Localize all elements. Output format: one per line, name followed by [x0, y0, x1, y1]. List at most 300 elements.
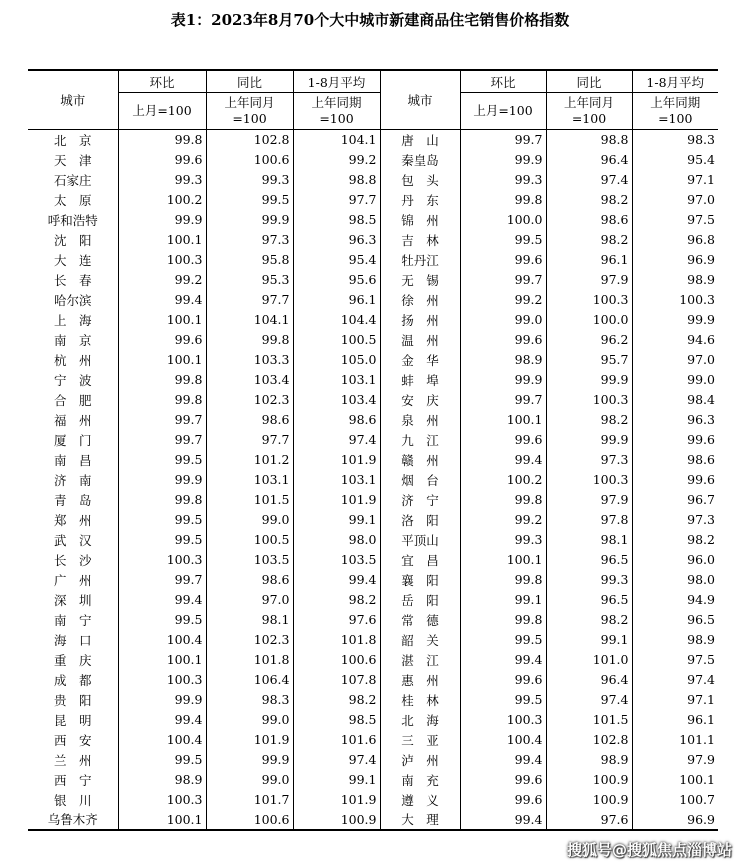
- yoy-value-right: 100.3: [546, 290, 632, 310]
- ytd-value-left: 98.0: [293, 530, 380, 550]
- table-row: [28, 330, 718, 350]
- mom-value-left: 99.4: [118, 710, 206, 730]
- mom-value-left: 100.1: [118, 310, 206, 330]
- mom-value-left: 99.5: [118, 610, 206, 630]
- mom-value-right: 99.2: [460, 290, 546, 310]
- table-row: [28, 190, 718, 210]
- yoy-value-left: 99.3: [206, 170, 293, 190]
- mom-value-right: 100.0: [460, 210, 546, 230]
- mom-value-left: 100.3: [118, 250, 206, 270]
- city-name-right: 丹 东: [380, 190, 460, 210]
- ytd-value-left: 100.9: [293, 810, 380, 830]
- header-city-left: 城市: [60, 93, 86, 108]
- table-row: [28, 250, 718, 270]
- city-name-right: 蚌 埠: [380, 370, 460, 390]
- yoy-value-left: 100.6: [206, 810, 293, 830]
- yoy-value-right: 98.2: [546, 410, 632, 430]
- ytd-value-right: 94.9: [632, 590, 718, 610]
- table-row: [28, 170, 718, 190]
- yoy-value-left: 99.9: [206, 750, 293, 770]
- yoy-value-left: 103.4: [206, 370, 293, 390]
- ytd-value-right: 99.6: [632, 470, 718, 490]
- ytd-value-left: 98.2: [293, 690, 380, 710]
- city-name-left: 宁 波: [53, 372, 92, 388]
- city-name-left: 贵 阳: [53, 692, 92, 708]
- yoy-value-left: 100.6: [206, 150, 293, 170]
- table-row: [28, 770, 718, 790]
- mom-value-right: 99.8: [460, 570, 546, 590]
- city-name-left: 杭 州: [53, 352, 92, 368]
- city-name-left: 南 京: [53, 332, 92, 348]
- ytd-value-left: 101.9: [293, 490, 380, 510]
- city-name-right: 金 华: [380, 350, 460, 370]
- city-name-right: 赣 州: [380, 450, 460, 470]
- yoy-value-left: 97.7: [206, 290, 293, 310]
- city-name-left: 青 岛: [53, 492, 92, 508]
- city-name-left: 南 昌: [53, 452, 92, 468]
- yoy-value-left: 103.1: [206, 470, 293, 490]
- table-row: [28, 150, 718, 170]
- mom-value-right: 99.4: [460, 450, 546, 470]
- city-name-right: 岳 阳: [380, 590, 460, 610]
- table-body: [28, 130, 718, 830]
- yoy-value-right: 97.4: [546, 690, 632, 710]
- city-name-left: 长 沙: [53, 552, 92, 568]
- city-name-left: 厦 门: [53, 432, 92, 448]
- ytd-value-right: 98.9: [632, 630, 718, 650]
- ytd-value-right: 97.0: [632, 350, 718, 370]
- mom-value-left: 99.7: [118, 570, 206, 590]
- table-row: [28, 730, 718, 750]
- city-name-right: 湛 江: [380, 650, 460, 670]
- ytd-value-right: 97.1: [632, 690, 718, 710]
- city-name-right: 南 充: [380, 770, 460, 790]
- yoy-value-left: 99.0: [206, 510, 293, 530]
- yoy-value-right: 100.3: [546, 390, 632, 410]
- city-name-left: 上 海: [53, 312, 92, 328]
- yoy-value-right: 99.9: [546, 370, 632, 390]
- table-row: [28, 430, 718, 450]
- city-name-left: 重 庆: [53, 652, 92, 668]
- ytd-value-right: 97.4: [632, 670, 718, 690]
- mom-value-right: 99.6: [460, 790, 546, 810]
- table-row: [28, 490, 718, 510]
- yoy-value-left: 97.7: [206, 430, 293, 450]
- city-name-right: 唐 山: [380, 130, 460, 150]
- yoy-value-left: 98.1: [206, 610, 293, 630]
- yoy-value-left: 102.3: [206, 630, 293, 650]
- ytd-value-left: 99.4: [293, 570, 380, 590]
- header-mom-base-left: 上月=100: [118, 93, 206, 130]
- table-row: [28, 370, 718, 390]
- yoy-value-right: 96.4: [546, 670, 632, 690]
- city-name-left: 合 肥: [53, 392, 92, 408]
- yoy-value-right: 97.9: [546, 490, 632, 510]
- yoy-value-left: 99.5: [206, 190, 293, 210]
- header-ytd-left: 1-8月平均: [293, 70, 380, 93]
- city-name-left: 太 原: [53, 192, 92, 208]
- ytd-value-right: 99.9: [632, 310, 718, 330]
- mom-value-right: 99.5: [460, 690, 546, 710]
- table-row: [28, 710, 718, 730]
- ytd-value-right: 99.0: [632, 370, 718, 390]
- city-name-left: 海 口: [53, 632, 92, 648]
- ytd-value-right: 96.8: [632, 230, 718, 250]
- yoy-value-right: 100.0: [546, 310, 632, 330]
- mom-value-left: 99.5: [118, 530, 206, 550]
- mom-value-left: 99.2: [118, 270, 206, 290]
- ytd-value-left: 107.8: [293, 670, 380, 690]
- city-name-right: 秦皇岛: [380, 150, 460, 170]
- city-name-right: 安 庆: [380, 390, 460, 410]
- yoy-value-left: 101.2: [206, 450, 293, 470]
- table-row: [28, 570, 718, 590]
- ytd-value-right: 96.0: [632, 550, 718, 570]
- city-name-left: 乌鲁木齐: [28, 810, 118, 830]
- yoy-value-left: 103.3: [206, 350, 293, 370]
- header-yoy-left: 同比: [206, 70, 293, 93]
- yoy-value-right: 96.4: [546, 150, 632, 170]
- ytd-value-left: 96.3: [293, 230, 380, 250]
- ytd-value-left: 99.1: [293, 510, 380, 530]
- mom-value-left: 99.4: [118, 290, 206, 310]
- ytd-value-right: 96.9: [632, 810, 718, 830]
- ytd-value-right: 100.3: [632, 290, 718, 310]
- mom-value-left: 99.8: [118, 130, 206, 150]
- yoy-value-right: 99.3: [546, 570, 632, 590]
- mom-value-left: 100.4: [118, 630, 206, 650]
- ytd-value-right: 99.6: [632, 430, 718, 450]
- mom-value-right: 99.6: [460, 670, 546, 690]
- city-name-right: 襄 阳: [380, 570, 460, 590]
- city-name-right: 徐 州: [380, 290, 460, 310]
- yoy-value-right: 101.0: [546, 650, 632, 670]
- city-name-left: 福 州: [53, 412, 92, 428]
- mom-value-left: 100.3: [118, 790, 206, 810]
- mom-value-left: 99.9: [118, 690, 206, 710]
- ytd-value-right: 98.9: [632, 270, 718, 290]
- header-mom-base-right: 上月=100: [460, 93, 546, 130]
- mom-value-right: 99.5: [460, 630, 546, 650]
- table-row: [28, 470, 718, 490]
- mom-value-right: 99.9: [460, 370, 546, 390]
- table-row: [28, 610, 718, 630]
- mom-value-right: 100.2: [460, 470, 546, 490]
- ytd-value-right: 98.3: [632, 130, 718, 150]
- yoy-value-right: 102.8: [546, 730, 632, 750]
- city-name-right: 大 理: [380, 810, 460, 830]
- city-name-right: 泸 州: [380, 750, 460, 770]
- ytd-value-left: 96.1: [293, 290, 380, 310]
- ytd-value-left: 98.5: [293, 710, 380, 730]
- header-ytd-base-left: 上年同期 =100: [293, 93, 380, 130]
- mom-value-right: 99.3: [460, 530, 546, 550]
- ytd-value-left: 98.5: [293, 210, 380, 230]
- yoy-value-left: 102.3: [206, 390, 293, 410]
- mom-value-right: 99.5: [460, 230, 546, 250]
- ytd-value-left: 98.8: [293, 170, 380, 190]
- table-row: [28, 810, 718, 830]
- ytd-value-left: 97.4: [293, 750, 380, 770]
- city-name-left: 呼和浩特: [47, 212, 98, 228]
- mom-value-right: 99.8: [460, 610, 546, 630]
- yoy-value-left: 103.5: [206, 550, 293, 570]
- table-row: [28, 550, 718, 570]
- ytd-value-right: 97.9: [632, 750, 718, 770]
- mom-value-left: 100.2: [118, 190, 206, 210]
- city-name-right: 泉 州: [380, 410, 460, 430]
- yoy-value-right: 98.2: [546, 230, 632, 250]
- yoy-value-left: 98.6: [206, 570, 293, 590]
- yoy-value-right: 96.5: [546, 590, 632, 610]
- ytd-value-left: 103.1: [293, 370, 380, 390]
- mom-value-right: 100.4: [460, 730, 546, 750]
- city-name-left: 大 连: [53, 252, 92, 268]
- mom-value-right: 100.1: [460, 410, 546, 430]
- ytd-value-right: 97.5: [632, 650, 718, 670]
- mom-value-left: 99.8: [118, 490, 206, 510]
- table-row: [28, 590, 718, 610]
- ytd-value-left: 103.5: [293, 550, 380, 570]
- city-name-right: 惠 州: [380, 670, 460, 690]
- yoy-value-left: 98.3: [206, 690, 293, 710]
- table-row: [28, 630, 718, 650]
- ytd-value-left: 97.6: [293, 610, 380, 630]
- yoy-value-right: 98.2: [546, 190, 632, 210]
- mom-value-right: 99.6: [460, 430, 546, 450]
- mom-value-right: 99.0: [460, 310, 546, 330]
- mom-value-right: 99.8: [460, 490, 546, 510]
- table-title: 表1：2023年8月70个大中城市新建商品住宅销售价格指数: [170, 11, 570, 29]
- table-row: [28, 270, 718, 290]
- mom-value-left: 99.4: [118, 590, 206, 610]
- ytd-value-left: 99.2: [293, 150, 380, 170]
- mom-value-right: 100.1: [460, 550, 546, 570]
- mom-value-right: 99.9: [460, 150, 546, 170]
- yoy-value-left: 99.0: [206, 770, 293, 790]
- mom-value-right: 99.6: [460, 330, 546, 350]
- yoy-value-right: 100.9: [546, 790, 632, 810]
- table-row: [28, 670, 718, 690]
- mom-value-left: 99.7: [118, 410, 206, 430]
- ytd-value-left: 99.1: [293, 770, 380, 790]
- mom-value-left: 99.8: [118, 390, 206, 410]
- yoy-value-left: 101.7: [206, 790, 293, 810]
- table-row: [28, 390, 718, 410]
- header-mom-right: 环比: [460, 70, 546, 93]
- header-ytd-right: 1-8月平均: [632, 70, 718, 93]
- ytd-value-right: 98.0: [632, 570, 718, 590]
- ytd-value-right: 98.2: [632, 530, 718, 550]
- city-name-left: 兰 州: [53, 752, 92, 768]
- yoy-value-left: 101.5: [206, 490, 293, 510]
- mom-value-right: 99.7: [460, 130, 546, 150]
- yoy-value-left: 97.0: [206, 590, 293, 610]
- ytd-value-left: 98.6: [293, 410, 380, 430]
- yoy-value-right: 100.3: [546, 470, 632, 490]
- yoy-value-right: 98.8: [546, 130, 632, 150]
- city-name-right: 吉 林: [380, 230, 460, 250]
- mom-value-right: 99.3: [460, 170, 546, 190]
- mom-value-left: 100.1: [118, 350, 206, 370]
- yoy-value-right: 98.1: [546, 530, 632, 550]
- mom-value-left: 99.8: [118, 370, 206, 390]
- yoy-value-right: 100.9: [546, 770, 632, 790]
- city-name-left: 广 州: [53, 572, 92, 588]
- mom-value-right: 99.6: [460, 250, 546, 270]
- header-mom-left: 环比: [118, 70, 206, 93]
- city-name-right: 九 江: [380, 430, 460, 450]
- yoy-value-left: 102.8: [206, 130, 293, 150]
- mom-value-left: 100.4: [118, 730, 206, 750]
- ytd-value-left: 101.9: [293, 790, 380, 810]
- ytd-value-right: 97.1: [632, 170, 718, 190]
- ytd-value-right: 97.3: [632, 510, 718, 530]
- watermark: 搜狐号@搜狐焦点淄博站: [566, 841, 732, 859]
- mom-value-left: 100.1: [118, 650, 206, 670]
- yoy-value-right: 97.6: [546, 810, 632, 830]
- yoy-value-right: 98.9: [546, 750, 632, 770]
- ytd-value-right: 98.4: [632, 390, 718, 410]
- yoy-value-right: 97.3: [546, 450, 632, 470]
- city-name-left: 西 安: [53, 732, 92, 748]
- ytd-value-left: 104.1: [293, 130, 380, 150]
- city-name-right: 常 德: [380, 610, 460, 630]
- yoy-value-left: 99.0: [206, 710, 293, 730]
- yoy-value-left: 101.9: [206, 730, 293, 750]
- mom-value-right: 100.3: [460, 710, 546, 730]
- city-name-left: 沈 阳: [53, 232, 92, 248]
- ytd-value-right: 96.9: [632, 250, 718, 270]
- city-name-right: 烟 台: [380, 470, 460, 490]
- city-name-right: 韶 关: [380, 630, 460, 650]
- ytd-value-left: 100.5: [293, 330, 380, 350]
- city-name-left: 南 宁: [53, 612, 92, 628]
- table-row: [28, 650, 718, 670]
- city-name-right: 三 亚: [380, 730, 460, 750]
- city-name-right: 济 宁: [380, 490, 460, 510]
- city-name-right: 洛 阳: [380, 510, 460, 530]
- table-row: [28, 750, 718, 770]
- ytd-value-left: 97.7: [293, 190, 380, 210]
- ytd-value-left: 103.4: [293, 390, 380, 410]
- table-row: [28, 130, 718, 150]
- mom-value-right: 99.7: [460, 270, 546, 290]
- city-name-left: 成 都: [53, 672, 92, 688]
- city-name-left: 哈尔滨: [53, 292, 92, 308]
- mom-value-left: 99.5: [118, 750, 206, 770]
- header-city-right: 城市: [380, 70, 460, 130]
- city-name-right: 平顶山: [380, 530, 460, 550]
- ytd-value-left: 100.6: [293, 650, 380, 670]
- city-name-right: 无 锡: [380, 270, 460, 290]
- price-index-table: [28, 69, 718, 831]
- city-name-left: 武 汉: [53, 532, 92, 548]
- table-row: [28, 230, 718, 250]
- city-name-left: 天 津: [53, 152, 92, 168]
- city-name-left: 长 春: [53, 272, 92, 288]
- mom-value-left: 100.3: [118, 550, 206, 570]
- mom-value-left: 98.9: [118, 770, 206, 790]
- mom-value-left: 100.3: [118, 670, 206, 690]
- ytd-value-right: 100.7: [632, 790, 718, 810]
- ytd-value-right: 97.0: [632, 190, 718, 210]
- city-name-left: 深 圳: [53, 592, 92, 608]
- table-row: [28, 690, 718, 710]
- ytd-value-left: 103.1: [293, 470, 380, 490]
- header-yoy-base-left: 上年同月 =100: [206, 93, 293, 130]
- mom-value-left: 99.3: [118, 170, 206, 190]
- yoy-value-left: 99.9: [206, 210, 293, 230]
- table-row: [28, 350, 718, 370]
- ytd-value-left: 95.6: [293, 270, 380, 290]
- ytd-value-right: 95.4: [632, 150, 718, 170]
- mom-value-right: 98.9: [460, 350, 546, 370]
- mom-value-left: 100.1: [118, 230, 206, 250]
- yoy-value-right: 96.2: [546, 330, 632, 350]
- mom-value-left: 99.5: [118, 510, 206, 530]
- yoy-value-left: 97.3: [206, 230, 293, 250]
- mom-value-left: 99.7: [118, 430, 206, 450]
- yoy-value-right: 97.8: [546, 510, 632, 530]
- yoy-value-right: 99.9: [546, 430, 632, 450]
- yoy-value-left: 98.6: [206, 410, 293, 430]
- mom-value-right: 99.6: [460, 770, 546, 790]
- yoy-value-left: 106.4: [206, 670, 293, 690]
- yoy-value-left: 99.8: [206, 330, 293, 350]
- yoy-value-right: 101.5: [546, 710, 632, 730]
- mom-value-right: 99.2: [460, 510, 546, 530]
- table-row: [28, 790, 718, 810]
- mom-value-right: 99.7: [460, 390, 546, 410]
- city-name-right: 锦 州: [380, 210, 460, 230]
- ytd-value-left: 98.2: [293, 590, 380, 610]
- city-name-left: 银 川: [53, 792, 92, 808]
- yoy-value-right: 96.1: [546, 250, 632, 270]
- city-name-right: 温 州: [380, 330, 460, 350]
- city-name-right: 包 头: [380, 170, 460, 190]
- mom-value-left: 99.9: [118, 470, 206, 490]
- yoy-value-right: 98.2: [546, 610, 632, 630]
- mom-value-right: 99.1: [460, 590, 546, 610]
- header-ytd-base-right: 上年同期 =100: [632, 93, 718, 130]
- ytd-value-right: 96.5: [632, 610, 718, 630]
- yoy-value-left: 95.8: [206, 250, 293, 270]
- yoy-value-right: 97.4: [546, 170, 632, 190]
- city-name-left: 济 南: [53, 472, 92, 488]
- mom-value-right: 99.4: [460, 810, 546, 830]
- city-name-right: 扬 州: [380, 310, 460, 330]
- header-yoy-right: 同比: [546, 70, 632, 93]
- ytd-value-left: 95.4: [293, 250, 380, 270]
- mom-value-left: 99.6: [118, 150, 206, 170]
- table-row: [28, 310, 718, 330]
- ytd-value-right: 97.5: [632, 210, 718, 230]
- city-name-right: 牡丹江: [380, 250, 460, 270]
- yoy-value-left: 95.3: [206, 270, 293, 290]
- table-row: [28, 410, 718, 430]
- mom-value-right: 99.8: [460, 190, 546, 210]
- yoy-value-left: 100.5: [206, 530, 293, 550]
- yoy-value-right: 96.5: [546, 550, 632, 570]
- ytd-value-right: 101.1: [632, 730, 718, 750]
- yoy-value-left: 101.8: [206, 650, 293, 670]
- ytd-value-right: 96.7: [632, 490, 718, 510]
- ytd-value-left: 101.9: [293, 450, 380, 470]
- yoy-value-right: 97.9: [546, 270, 632, 290]
- city-name-right: 宜 昌: [380, 550, 460, 570]
- ytd-value-right: 98.6: [632, 450, 718, 470]
